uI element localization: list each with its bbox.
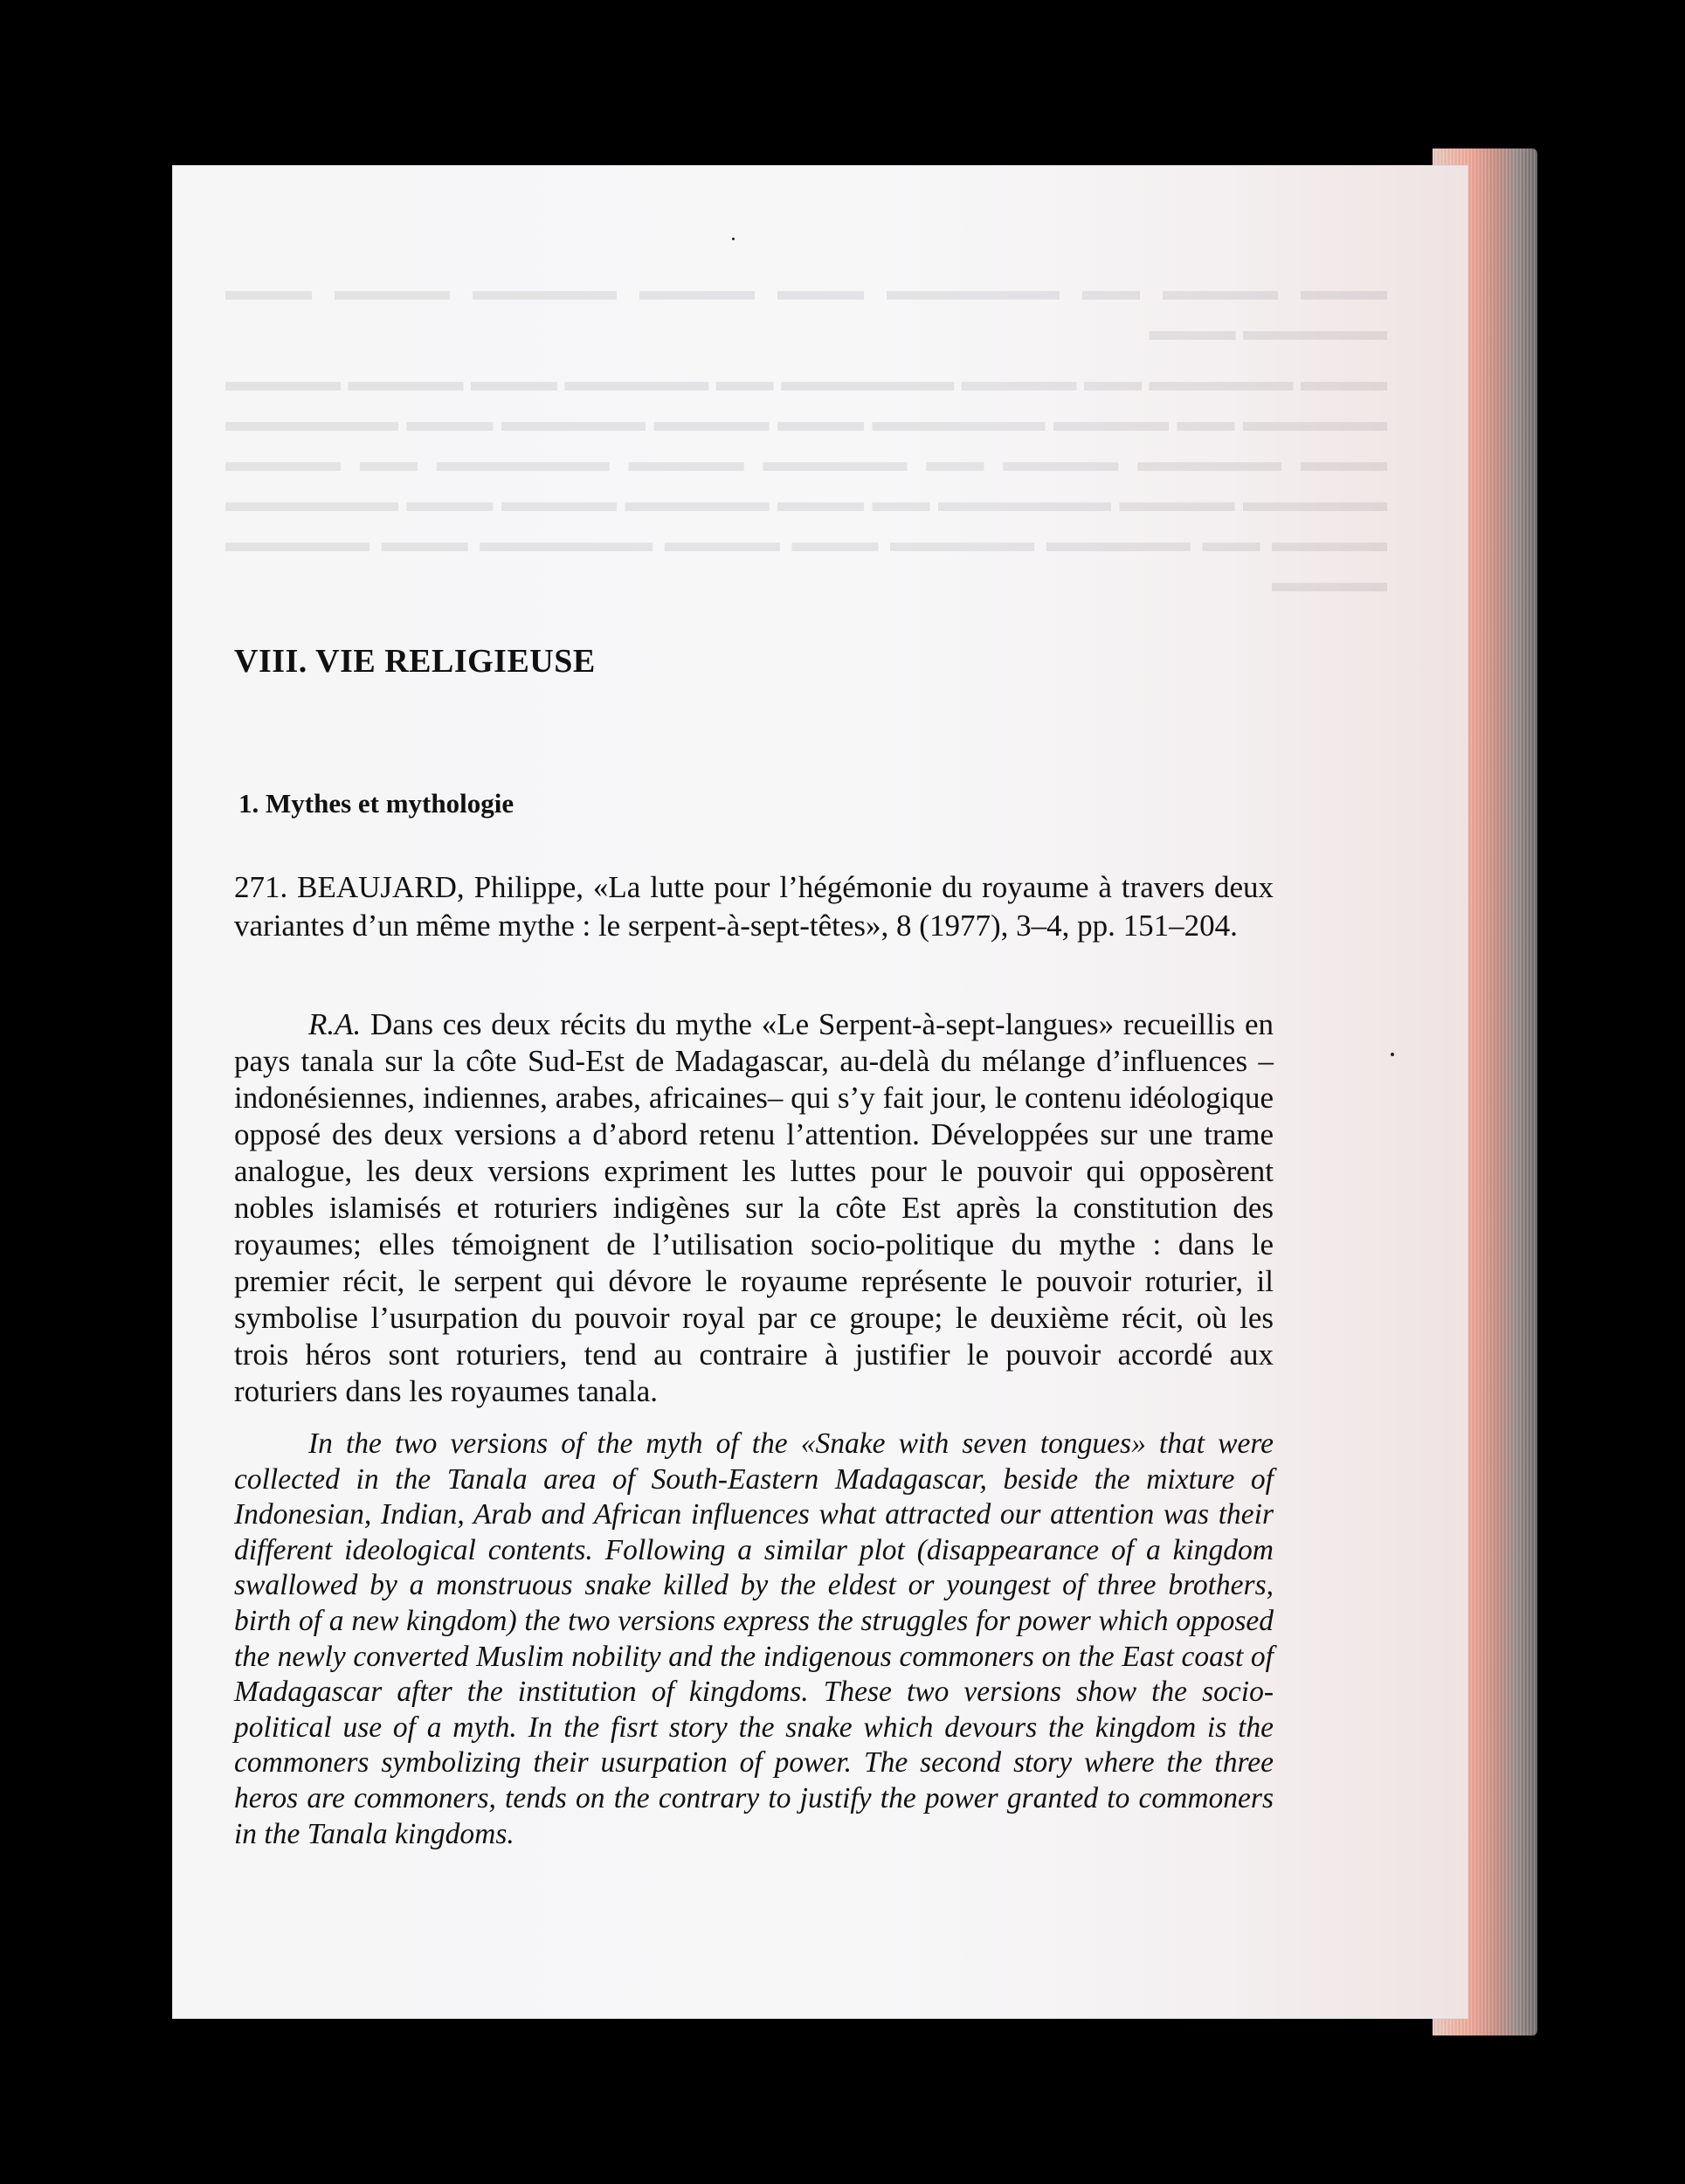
- book-page: [173, 166, 1467, 2018]
- entry-abstract-english: In the two versions of the myth of the «Snake with seven tongues» that were collected in the Tanala area of South-Eastern Madagascar, beside the mixture of Indonesian, Indian, Arab and African influences what attracted our attention was their different ideological contents. Following a similar plot (disappearance of a kingdom swallowed by a monstruous snake killed by the eldest or youngest of three brothers, birth of a new kingdom) the two versions express the struggles for power which opposed the newly converted Muslim nobility and the indigenous commoners on the East coast of Madagascar after the institution of kingdoms. These two versions show the socio-political use of a myth. In the fisrt story the snake which devours the kingdom is the commoners symbolizing their usurpation of power. The second story where the three heros are commoners, tends on the contrary to justify the power granted to commoners in the Tanala kingdoms.: [234, 1427, 1274, 1850]
- subsection-heading: 1. Mythes et mythologie: [238, 788, 514, 819]
- abstract-french-text: Dans ces deux récits du mythe «Le Serpent-à-sept-langues» recueillis en pays tanala sur la côte Sud-Est de Madagascar, au-delà du mélange d’influences –indonésiennes, indiennes, arabes, africaines– qui s’y fait jour, le contenu idéologique opposé des deux versions a d’abord retenu l’attention. Développées sur une trame analogue, les deux versions expriment les luttes pour le pouvoir qui opposèrent nobles islamisés et roturiers indigènes sur la côte Est après la constitution des royaumes; elles témoignent de l’utilisation socio-politique du mythe : dans le premier récit, le serpent qui dévore le royaume représente le pouvoir roturier, il symbolise l’usurpation du pouvoir royal par ce groupe; le deuxième récit, où les trois héros sont roturiers, tend au contraire à justifier le pouvoir accordé aux roturiers dans les royaumes tanala.: [234, 1007, 1274, 1408]
- entry-citation: 271. BEAUJARD, Philippe, «La lutte pour l’hégémonie du royaume à travers deux variantes d’un même mythe : le serpent-à-sept-têtes», 8 (1977), 3–4, pp. 151–204.: [234, 870, 1274, 943]
- abstract-label: R.A.: [308, 1007, 362, 1041]
- reverse-page-bleed-through: ▬▬▬ ▬▬▬▬ ▬▬ ▬▬▬▬▬▬ ▬▬▬ ▬▬▬▬ ▬▬▬▬▬ ▬▬▬▬ ▬▬▬ ▬▬▬▬▬ ▬▬▬ ▬▬▬ ▬▬▬▬▬ ▬▬ ▬▬▬▬ ▬▬▬▬▬▬ ▬▬ ▬▬▬▬▬ ▬▬▬ ▬▬▬▬ ▬▬▬▬ ▬▬▬▬▬ ▬▬ ▬▬▬▬ ▬▬▬▬▬▬ ▬▬▬ ▬▬▬▬ ▬▬▬▬▬ ▬▬▬ ▬▬▬▬▬▬ ▬▬▬ ▬▬▬▬▬ ▬▬▬▬ ▬▬ ▬▬▬▬▬ ▬▬▬▬ ▬▬▬▬▬▬ ▬▬ ▬▬▬▬ ▬▬▬▬▬ ▬▬▬▬ ▬▬▬▬▬▬ ▬▬ ▬▬▬ ▬▬▬▬▬ ▬▬▬▬ ▬▬▬ ▬▬▬▬▬▬ ▬▬▬▬ ▬▬ ▬▬▬▬▬ ▬▬▬▬▬ ▬▬▬ ▬▬▬▬ ▬▬▬▬▬▬ ▬▬▬ ▬▬▬▬▬ ▬▬▬▬: [225, 275, 1387, 598]
- dust-speck: [732, 238, 735, 240]
- dust-speck: [1391, 1053, 1394, 1056]
- entry-abstract-french: [234, 1006, 1274, 1410]
- section-heading: VIII. VIE RELIGIEUSE: [234, 643, 596, 680]
